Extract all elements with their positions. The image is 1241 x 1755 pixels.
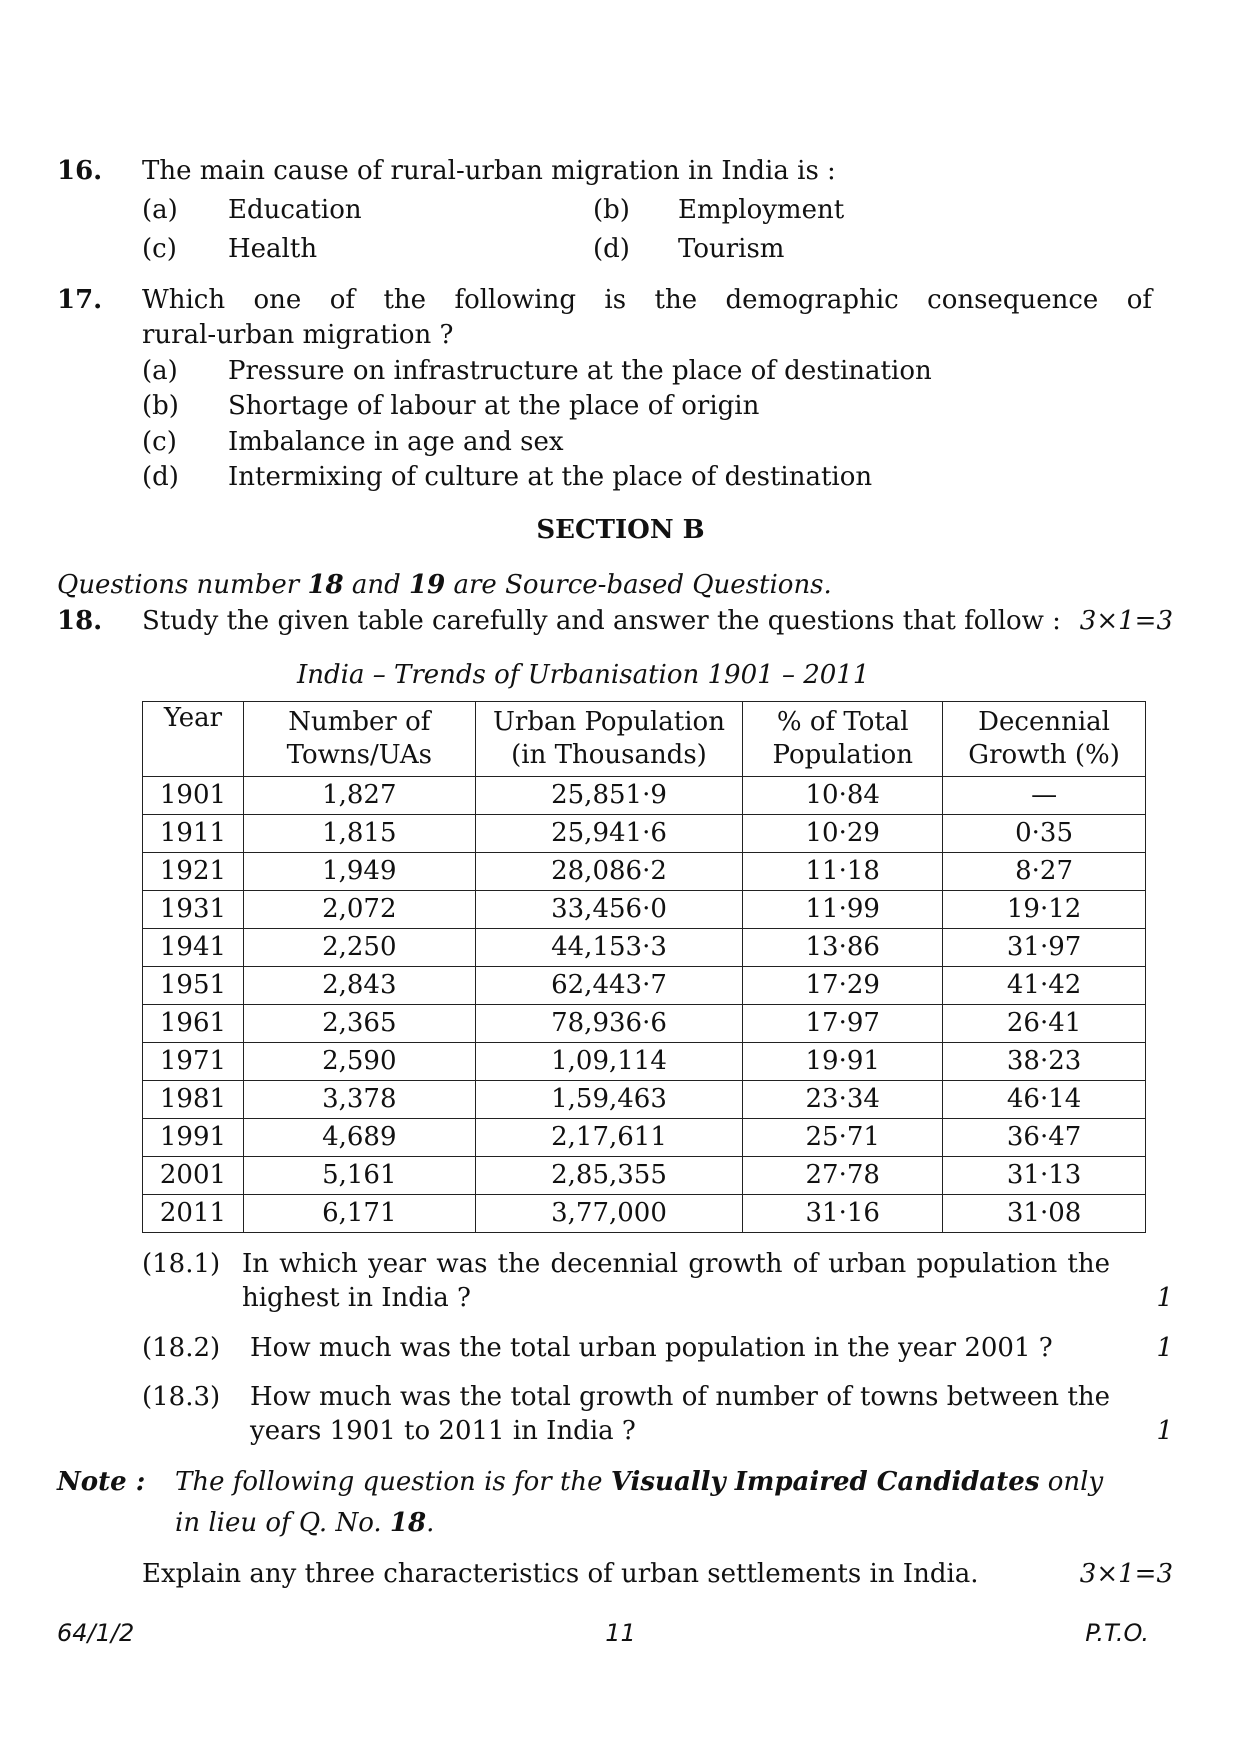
cell-percent-total: 13·86 [743,929,943,967]
q17-text-line2: rural-urban migration ? [142,320,454,350]
alt-question-text: Explain any three characteristics of urban settlements in India. [142,1559,979,1589]
table-row [143,777,1146,815]
cell-towns: 2,843 [243,967,475,1005]
cell-year: 1901 [143,777,244,815]
q18-1-line2: highest in India ? [242,1283,471,1313]
cell-year: 1951 [143,967,244,1005]
table-header-row [143,702,1146,777]
q16-number: 16. [57,156,103,186]
cell-urban-population: 1,59,463 [475,1081,743,1119]
q18-3-marks: 1 [1156,1416,1173,1446]
cell-urban-population: 25,851·9 [475,777,743,815]
table-row [143,891,1146,929]
q18-1-marks: 1 [1156,1283,1173,1313]
note-label: Note : [57,1467,146,1497]
cell-towns: 3,378 [243,1081,475,1119]
cell-towns: 2,072 [243,891,475,929]
table-row [143,1119,1146,1157]
cell-towns: 5,161 [243,1157,475,1195]
q17-option-b-label: (b) [142,391,179,421]
q17-number: 17. [57,285,103,315]
header-urban-population: Urban Population (in Thousands) [475,702,743,777]
cell-urban-population: 2,85,355 [475,1157,743,1195]
q18-2-line1: How much was the total urban population in the year 2001 ? [250,1333,1053,1363]
table-title: India – Trends of Urbanisation 1901 – 2011 [297,660,870,690]
q18-2-marks: 1 [1156,1333,1173,1363]
header-percent-total: % of Total Population [743,702,943,777]
q17-option-a-label: (a) [142,356,178,386]
q18-3-label: (18.3) [142,1382,221,1412]
q16-option-d-label: (d) [593,234,630,264]
q18-2-label: (18.2) [142,1333,221,1363]
table-row [143,967,1146,1005]
cell-year: 1991 [143,1119,244,1157]
cell-towns: 1,815 [243,815,475,853]
q16-option-a-text: Education [228,195,362,225]
cell-towns: 6,171 [243,1195,475,1233]
q16-option-d-text: Tourism [678,234,785,264]
cell-towns: 2,365 [243,1005,475,1043]
table-row [143,1157,1146,1195]
q17-option-d-label: (d) [142,462,179,492]
cell-towns: 4,689 [243,1119,475,1157]
please-turn-over: P.T.O. [1085,1619,1149,1647]
cell-year: 1981 [143,1081,244,1119]
q18-1-label: (18.1) [142,1249,221,1279]
q17-option-c-text: Imbalance in age and sex [228,427,564,457]
q16-option-b-text: Employment [678,195,845,225]
cell-percent-total: 11·99 [743,891,943,929]
paper-code: 64/1/2 [57,1619,135,1647]
cell-percent-total: 11·18 [743,853,943,891]
q18-3-line1: How much was the total growth of number of towns between the [250,1382,1110,1412]
header-year: Year [143,702,244,777]
q18-1-line1: In which year was the decennial growth of urban population the [242,1249,1110,1279]
cell-decennial-growth: 31·97 [943,929,1146,967]
cell-decennial-growth: 26·41 [943,1005,1146,1043]
q18-marks: 3×1=3 [1079,606,1173,636]
q16-option-c-text: Health [228,234,318,264]
table-row [143,1081,1146,1119]
cell-year: 1941 [143,929,244,967]
cell-percent-total: 25·71 [743,1119,943,1157]
cell-decennial-growth: 41·42 [943,967,1146,1005]
q18-3-line2: years 1901 to 2011 in India ? [250,1416,636,1446]
section-heading: SECTION B [536,515,705,545]
table-row [143,815,1146,853]
q16-option-a-label: (a) [142,195,178,225]
cell-urban-population: 33,456·0 [475,891,743,929]
table-row [143,1043,1146,1081]
cell-decennial-growth: 19·12 [943,891,1146,929]
cell-towns: 2,250 [243,929,475,967]
q18-number: 18. [57,606,103,636]
q17-option-c-label: (c) [142,427,177,457]
q18-text: Study the given table carefully and answer the questions that follow : [142,606,1061,636]
cell-percent-total: 10·29 [743,815,943,853]
cell-percent-total: 19·91 [743,1043,943,1081]
table-row [143,853,1146,891]
q17-option-a-text: Pressure on infrastructure at the place of destination [228,356,932,386]
cell-decennial-growth: 46·14 [943,1081,1146,1119]
cell-year: 1971 [143,1043,244,1081]
cell-percent-total: 17·29 [743,967,943,1005]
cell-percent-total: 23·34 [743,1081,943,1119]
q17-option-d-text: Intermixing of culture at the place of destination [228,462,873,492]
cell-decennial-growth: 8·27 [943,853,1146,891]
cell-urban-population: 78,936·6 [475,1005,743,1043]
cell-decennial-growth: — [943,777,1146,815]
note-line1: The following question is for the Visually Impaired Candidates only [175,1467,1104,1497]
table-row [143,1005,1146,1043]
cell-percent-total: 10·84 [743,777,943,815]
cell-decennial-growth: 38·23 [943,1043,1146,1081]
q16-text: The main cause of rural-urban migration in India is : [142,156,836,186]
table-row [143,1195,1146,1233]
q16-option-b-label: (b) [593,195,630,225]
table-row [143,929,1146,967]
note-line2: in lieu of Q. No. 18. [175,1508,435,1538]
cell-urban-population: 3,77,000 [475,1195,743,1233]
cell-towns: 1,949 [243,853,475,891]
cell-year: 2011 [143,1195,244,1233]
page-number: 11 [605,1619,636,1647]
q16-option-c-label: (c) [142,234,177,264]
cell-year: 1911 [143,815,244,853]
cell-decennial-growth: 36·47 [943,1119,1146,1157]
cell-year: 2001 [143,1157,244,1195]
cell-year: 1921 [143,853,244,891]
cell-year: 1931 [143,891,244,929]
cell-urban-population: 2,17,611 [475,1119,743,1157]
urbanisation-table [142,701,1146,1233]
cell-percent-total: 27·78 [743,1157,943,1195]
alt-question-marks: 3×1=3 [1079,1559,1173,1589]
cell-decennial-growth: 0·35 [943,815,1146,853]
header-towns: Number of Towns/UAs [243,702,475,777]
q17-text-line1: Which one of the following is the demographic consequence of [142,285,1152,315]
source-based-note: Questions number 18 and 19 are Source-based Questions. [57,570,832,600]
cell-towns: 2,590 [243,1043,475,1081]
cell-year: 1961 [143,1005,244,1043]
header-decennial-growth: Decennial Growth (%) [943,702,1146,777]
cell-urban-population: 44,153·3 [475,929,743,967]
cell-decennial-growth: 31·13 [943,1157,1146,1195]
cell-urban-population: 1,09,114 [475,1043,743,1081]
cell-percent-total: 17·97 [743,1005,943,1043]
q17-option-b-text: Shortage of labour at the place of origin [228,391,760,421]
cell-percent-total: 31·16 [743,1195,943,1233]
cell-towns: 1,827 [243,777,475,815]
cell-decennial-growth: 31·08 [943,1195,1146,1233]
cell-urban-population: 28,086·2 [475,853,743,891]
cell-urban-population: 62,443·7 [475,967,743,1005]
cell-urban-population: 25,941·6 [475,815,743,853]
